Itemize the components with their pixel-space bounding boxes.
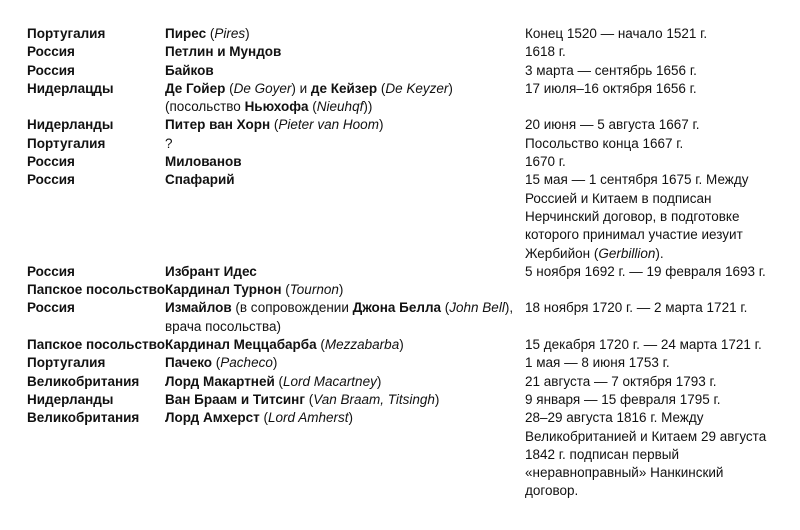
date-cell: 1 мая — 8 июня 1753 г.: [525, 355, 670, 371]
envoy-cell: [165, 354, 525, 372]
text-fragment: Россией и Китаем в подписан: [525, 190, 712, 206]
text-fragment: (: [259, 410, 268, 426]
text-fragment: ): [245, 26, 250, 41]
bold-name: Питер ван Хорн: [165, 117, 271, 133]
country-cell: Нидерланды: [27, 117, 114, 133]
text-fragment: ): [272, 355, 278, 371]
text-fragment: ): [348, 410, 354, 426]
table-row: [27, 43, 787, 61]
bold-name: Де Гойер: [165, 80, 226, 96]
text-fragment: (: [225, 80, 234, 96]
country-cell: Папское посольство: [27, 282, 165, 298]
envoy-cell: [165, 153, 525, 171]
text-fragment: (: [270, 117, 279, 133]
date-line: [525, 428, 787, 446]
table-row: [27, 336, 787, 354]
embassies-table: [27, 25, 787, 501]
country-cell: Россия: [27, 300, 75, 316]
bold-name: Ньюхофа: [244, 99, 309, 115]
table-row: [27, 409, 787, 500]
text-fragment: 1842 г. подписан первый: [525, 446, 680, 462]
table-row: [27, 354, 787, 372]
text-fragment: ) и: [291, 80, 311, 96]
latin-name: Mezzabarba: [324, 337, 400, 353]
envoy-cell: [165, 80, 525, 117]
bold-name: Спафарий: [165, 172, 235, 188]
envoy-cell: [165, 116, 525, 134]
latin-name: Nieuhqf: [316, 99, 364, 115]
text-fragment: (: [212, 355, 221, 371]
table-row: [27, 25, 787, 43]
text-fragment: ): [376, 373, 382, 389]
date-cell: Посольство конца 1667 г.: [525, 135, 684, 151]
text-fragment: (: [316, 337, 325, 353]
envoy-cell: [165, 263, 525, 281]
text-fragment: (посольство: [165, 99, 245, 115]
text-fragment: ): [399, 337, 404, 353]
date-cell: [525, 171, 787, 262]
latin-name: John Bell: [449, 300, 505, 316]
date-cell: 17 июля–16 октября 1656 г.: [525, 80, 697, 96]
date-line: [525, 171, 787, 189]
text-fragment: Великобританией и Китаем 29 августа: [525, 428, 767, 444]
envoy-cell: [165, 43, 525, 61]
date-line: [525, 190, 787, 208]
date-cell: 15 декабря 1720 г. — 24 марта 1721 г.: [525, 337, 762, 353]
text-fragment: ).: [655, 245, 664, 261]
bold-name: Пачеко: [165, 355, 213, 371]
country-cell: Россия: [27, 44, 75, 60]
country-cell: Россия: [27, 172, 75, 188]
envoy-cell: [165, 409, 525, 427]
envoy-cell: [165, 62, 525, 80]
table-row: [27, 373, 787, 391]
latin-name: Pieter van Hoom: [278, 117, 379, 133]
country-cell: Великобритания: [27, 373, 140, 389]
country-cell: Португалия: [27, 135, 106, 151]
bold-name: Лорд Макартней: [165, 373, 275, 389]
text-fragment: Нерчинский договор, в подготовке: [525, 208, 740, 224]
date-line: [525, 464, 787, 482]
date-line: [525, 446, 787, 464]
date-cell: 3 марта — сентябрь 1656 г.: [525, 62, 697, 78]
date-cell: 1618 г.: [525, 44, 566, 60]
bold-name: Измайлов: [165, 300, 232, 316]
table-row: [27, 80, 787, 117]
text-fragment: 15 мая — 1 сентября 1675 г. Между: [525, 172, 749, 188]
text-fragment: ),: [504, 300, 514, 316]
text-fragment: ): [448, 80, 453, 96]
table-row: [27, 299, 787, 336]
table-row: [27, 263, 787, 281]
text-fragment: (: [304, 391, 314, 407]
date-line: [525, 409, 787, 427]
date-line: [525, 208, 787, 226]
bold-name: Петлин и Мундов: [165, 44, 282, 60]
envoy-cell: [165, 299, 525, 336]
table-row: [27, 135, 787, 153]
text-fragment: (: [206, 26, 215, 41]
date-line: [525, 226, 787, 244]
latin-name: De Keyzer: [385, 80, 449, 96]
text-fragment: )): [363, 99, 373, 115]
bold-name: Пирес: [165, 26, 207, 41]
country-cell: Великобритания: [27, 410, 140, 426]
table-row: [27, 171, 787, 262]
text-fragment: ): [434, 391, 440, 407]
date-line: [525, 482, 787, 500]
envoy-cell: [165, 135, 525, 153]
text-fragment: договор.: [525, 483, 579, 499]
text-fragment: (: [308, 99, 317, 115]
latin-name: Pacheco: [220, 355, 273, 371]
bold-name: Кардинал Меццабарба: [165, 337, 317, 353]
bold-name: Лорд Амхерст: [165, 410, 260, 426]
text-fragment: которого принимал участие иезуит: [525, 227, 743, 243]
date-cell: 20 июня — 5 августа 1667 г.: [525, 117, 700, 133]
country-cell: Россия: [27, 154, 75, 170]
bold-name: Избрант Идес: [165, 263, 257, 279]
date-line: [525, 245, 787, 263]
table-row: [27, 281, 787, 299]
latin-name: Gerbillion: [598, 245, 656, 261]
text-fragment: «неравноправный» Нанкинский: [525, 465, 724, 481]
text-fragment: (: [281, 282, 290, 298]
text-fragment: ): [378, 117, 384, 133]
country-cell: Россия: [27, 62, 75, 78]
latin-name: Pires: [214, 26, 246, 41]
envoy-cell: [165, 373, 525, 391]
text-fragment: 28–29 августа 1816 г. Между: [525, 410, 704, 426]
envoy-cell: [165, 391, 525, 409]
date-cell: 21 августа — 7 октября 1793 г.: [525, 373, 717, 389]
envoy-cell: [165, 171, 525, 189]
bold-name: Кардинал Турнон: [165, 282, 282, 298]
date-cell: [525, 409, 787, 500]
text-fragment: (: [377, 80, 386, 96]
bold-name: Джона Белла: [352, 300, 442, 316]
text-fragment: (в сопровождении: [231, 300, 353, 316]
table-row: [27, 62, 787, 80]
latin-name: Lord Macartney: [283, 373, 377, 389]
country-cell: Португалия: [27, 26, 106, 41]
envoy-cell: [165, 336, 525, 354]
text-fragment: Жербийон (: [525, 245, 599, 261]
envoy-cell: [165, 281, 525, 299]
country-cell: Россия: [27, 263, 75, 279]
date-cell: 18 ноября 1720 г. — 2 марта 1721 г.: [525, 300, 748, 316]
bold-name: Байков: [165, 62, 214, 78]
table-row: [27, 153, 787, 171]
country-cell: Нидерлацды: [27, 80, 114, 96]
latin-name: Van Braam, Titsingh: [313, 391, 435, 407]
table-row: [27, 116, 787, 134]
text-fragment: ): [338, 282, 344, 298]
text-fragment: (: [441, 300, 450, 316]
bold-name: де Кейзер: [310, 80, 378, 96]
date-cell: 5 ноября 1692 г. — 19 февраля 1693 г.: [525, 263, 766, 279]
envoy-cell: [165, 25, 525, 43]
text-fragment: ?: [165, 135, 173, 151]
country-cell: Нидерланды: [27, 391, 114, 407]
latin-name: Lord Amherst: [267, 410, 349, 426]
latin-name: Tournon: [289, 282, 339, 298]
text-fragment: (: [274, 373, 284, 389]
date-cell: Конец 1520 — начало 1521 г.: [525, 26, 708, 41]
date-cell: 1670 г.: [525, 154, 566, 170]
date-cell: 9 января — 15 февраля 1795 г.: [525, 391, 721, 407]
table-row: [27, 391, 787, 409]
country-cell: Папское посольство: [27, 337, 165, 353]
country-cell: Португалия: [27, 355, 106, 371]
bold-name: Ван Браам и Титсинг: [165, 391, 305, 407]
latin-name: De Goyer: [233, 80, 292, 96]
text-fragment: врача посольства): [165, 318, 281, 334]
bold-name: Милованов: [165, 154, 242, 170]
